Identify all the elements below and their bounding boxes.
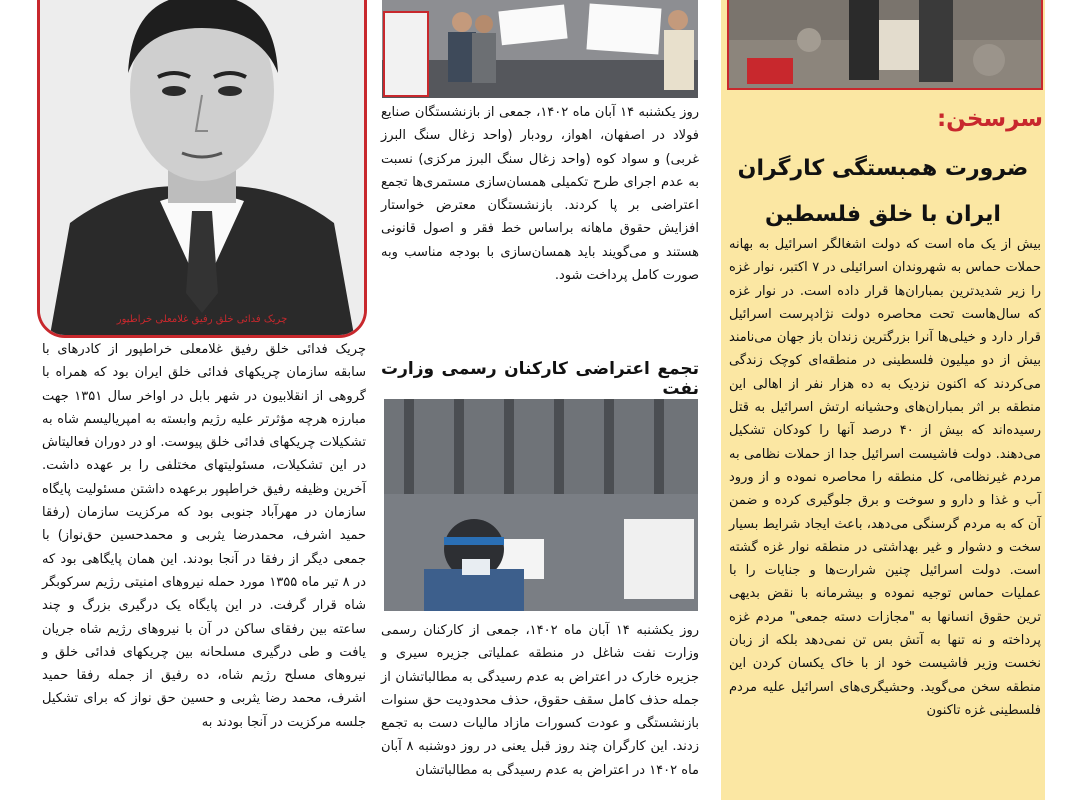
retirees-protest-text: روز یکشنبه ۱۴ آبان ماه ۱۴۰۲، جمعی از بازنشستگان صنایع فولاد در اصفهان، اهواز، رودبار (واحد زغال سنگ البرز غربی) و سواد کوه (واحد زغال سنگ البرز مرکزی) نسبت به عدم اجرای طرح تکمیلی همسان‌سازی مستمری‌ها تجمع اعتراضی بر پا کردند. بازنشستگان معترض خواستار افزایش حقوق ماهانه براساس خط فقر و اصول قانونی هستند و می‌گویند باید همسان‌سازی با بودجه مناسب وبه صورت کامل پرداخت شود. [381, 105, 700, 284]
rubble-illustration [729, 0, 1041, 88]
protest-photo-retirees [382, 0, 698, 98]
protest-photo-oil-workers [384, 399, 698, 611]
gaza-rubble-photo [727, 0, 1043, 90]
editorial-headline: ضرورت همبستگی کارگران ایران با خلق فلسطین [737, 156, 1029, 227]
news-column [381, 0, 701, 800]
crowd-illustration [384, 399, 698, 611]
obituary-text: چریک فدائی خلق رفیق غلامعلی خراطپور از کادرهای با سابقه سازمان چریکهای فدائی خلق ایران بود که همراه با گروهی از انقلابیون در شهر بابل در اواخر سال ۱۳۵۱ جهت مبارزه هرچه مؤثرتر علیه رژیم وابسته به امپریالیسم شاه به تشکیلات چریکهای فدائی خلق پیوست. او در دوران فعالیتاش در این تشکیلات، مسئولیتهای مختلفی را بر عهده داشت. آخرین وظیفه رفیق خراطپور برعهده داشتن مسئولیت پایگاه سازمان در مهرآباد جنوبی بود که مرکزیت سازمان (رفقا حمید اشرف، محمدرضا یثربی و محمدحسین حق‌نواز) با جمعی دیگر از رفقا در آنجا بودند. این همان پایگاهی بود که در ۸ تیر ماه ۱۳۵۵ مورد حمله نیروهای امنیتی رژیم سرکوبگر شاه قرار گرفت. در این پایگاه یک درگیری بزرگ و چند ساعته بین رفقای ساکن در آن با نیروهای رژیم شاه جریان یافت و طی درگیری مسلحانه بین چریکهای فدائی خلق و نیروهای مسلح رژیم شاه، ده رفیق از جمله رفقا حمید اشرف، محمد رضا یثربی و حسین حق نواز که برای تشکیل جلسه مرکزیت در آنجا بودند به [42, 342, 366, 730]
editorial-text: بیش از یک ماه است که دولت اشغالگر اسرائیل به بهانه حملات حماس به شهروندان اسرائیلی در ۷ اکتبر، نوار غزه را زیر شدیدترین بمباران‌ها قرار داده است. در نوار غزه که سال‌هاست تحت محاصره دولت نژادپرست اسرائیل قرار دارد و خیلی‌ها آنرا بزرگترین زندان باز جهان می‌نامند بیش از دو میلیون فلسطینی در منطقه‌ای کوچک زندگی می‌کردند که اکنون نزدیک به ده هزار نفر از اهالی این منطقه بر اثر بمباران‌های وحشیانه ارتش اسرائیل به قتل رسیده‌اند که بیش از ۴۰ درصد آنها را کودکان تشکیل می‌دهند. دولت فاشیست اسرائیل جدا از حملات نظامی به مردم غیرنظامی، کل منطقه را محاصره نموده و از ورود آب و غذا و دارو و سوخت و برق جلوگیری کرده و ضمن آن که به مردم گرسنگی می‌دهد، باعث ایجاد شرایط بسیار سخت و دشوار و غیر بهداشتی در منطقه نوار غزه گشته است. دولت اسرائیل چنین شرارت‌ها و جنایات را با عملیات حماس توجیه نموده و بیشرمانه با نقض بدیهی ترین حقوق انسانها به "مجازات دسته جمعی" مردم غزه پرداخته و نه تنها به آتش بس تن نمی‌دهد بلکه از زبان نخست وزیر فاشیست خود از با خاک یکسان کردن این منطقه سخن می‌گوید. وحشیگری‌های اسرائیل علیه مردم فلسطینی غزه تاکنون [729, 237, 1041, 718]
protest-illustration [382, 0, 698, 98]
portrait-photo [37, 0, 367, 338]
editorial-column [721, 0, 1045, 800]
obituary-column [34, 0, 368, 800]
oil-workers-protest-text: روز یکشنبه ۱۴ آبان ماه ۱۴۰۲، جمعی از کارکنان رسمی وزارت نفت شاغل در منطقه عملیاتی جزیره سیری و جزیره خارک در اعتراض به عدم رسیدگی به مطالباتشان از جمله حذف کامل سقف حقوق، حذف محدودیت حق سنوات بازنشستگی و عودت کسورات مازاد مالیات دست به تجمع زدند. این کارگران چند روز قبل یعنی در روز دوشنبه ۸ آبان ماه ۱۴۰۲ در اعتراض به عدم رسیدگی به مطالباتشان [381, 623, 700, 778]
portrait-illustration [40, 0, 364, 335]
portrait-caption: چریک فدائی خلق رفیق غلامعلی خراطپور [116, 314, 288, 325]
oil-workers-heading: تجمع اعتراضی کارکنان رسمی وزارت نفت [381, 359, 699, 399]
editorial-kicker: سرسخن: [936, 106, 1043, 132]
